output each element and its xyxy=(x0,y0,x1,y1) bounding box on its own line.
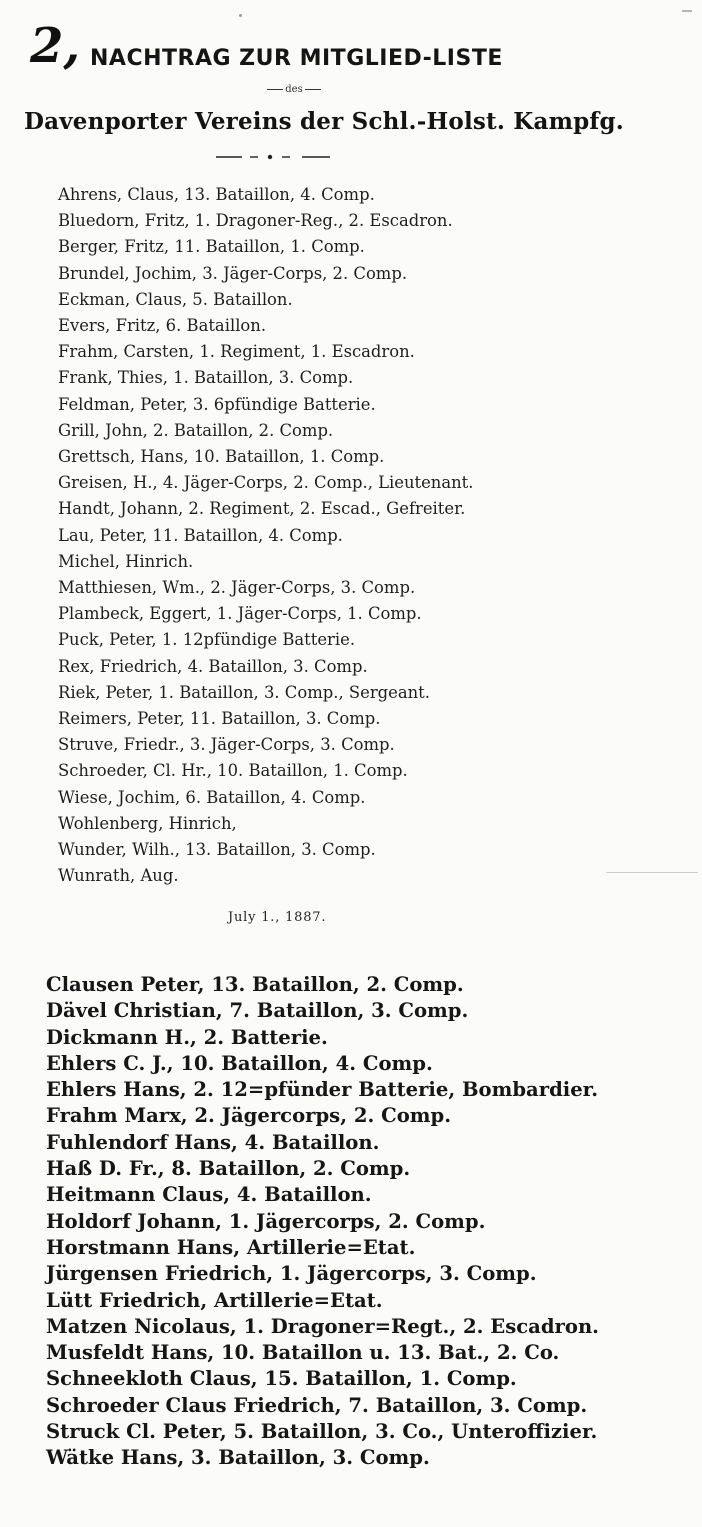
member-entry: Wunrath, Aug. xyxy=(58,866,179,886)
member-entry: Wiese, Jochim, 6. Bataillon, 4. Comp. xyxy=(58,787,366,807)
member-entry: Ehlers Hans, 2. 12=pfünder Batterie, Bombardier. xyxy=(46,1078,599,1102)
member-entry: Ehlers C. J., 10. Bataillon, 4. Comp. xyxy=(46,1051,433,1075)
member-entry: Frank, Thies, 1. Bataillon, 3. Comp. xyxy=(58,368,354,388)
member-list-second xyxy=(46,972,686,1472)
member-entry: Berger, Fritz, 11. Bataillon, 1. Comp. xyxy=(58,237,365,257)
member-entry: Schroeder Claus Friedrich, 7. Bataillon, 3. Comp. xyxy=(46,1393,588,1417)
handwritten-number: 2, xyxy=(30,18,81,74)
member-entry: Heitmann Claus, 4. Bataillon. xyxy=(46,1183,372,1207)
title-connector: des xyxy=(254,84,334,95)
member-entry: Schneekloth Claus, 15. Bataillon, 1. Comp. xyxy=(46,1367,517,1391)
member-entry: Frahm, Carsten, 1. Regiment, 1. Escadron. xyxy=(58,342,415,362)
member-entry: Riek, Peter, 1. Bataillon, 3. Comp., Sergeant. xyxy=(58,682,430,702)
member-entry: Horstmann Hans, Artillerie=Etat. xyxy=(46,1235,416,1259)
member-entry: Reimers, Peter, 11. Bataillon, 3. Comp. xyxy=(58,709,381,729)
member-entry: Holdorf Johann, 1. Jägercorps, 2. Comp. xyxy=(46,1209,486,1233)
ornament-divider xyxy=(214,146,332,166)
member-entry: Rex, Friedrich, 4. Bataillon, 3. Comp. xyxy=(58,656,368,676)
member-entry: Ahrens, Claus, 13. Bataillon, 4. Comp. xyxy=(58,185,375,204)
corner-mark xyxy=(682,10,692,12)
member-entry: Dävel Christian, 7. Bataillon, 3. Comp. xyxy=(46,999,469,1023)
member-list-first xyxy=(58,182,618,889)
member-entry: Eckman, Claus, 5. Bataillon. xyxy=(58,289,293,309)
member-entry: Brundel, Jochim, 3. Jäger-Corps, 2. Comp. xyxy=(58,263,408,283)
member-entry: Bluedorn, Fritz, 1. Dragoner-Reg., 2. Escadron. xyxy=(58,211,453,231)
member-entry: Greisen, H., 4. Jäger-Corps, 2. Comp., Lieutenant. xyxy=(58,473,474,493)
member-entry: Fuhlendorf Hans, 4. Bataillon. xyxy=(46,1130,380,1154)
member-entry: Lau, Peter, 11. Bataillon, 4. Comp. xyxy=(58,525,343,545)
member-entry: Struck Cl. Peter, 5. Bataillon, 3. Co., Unteroffizier. xyxy=(46,1420,598,1444)
society-name: Davenporter Vereins der Schl.-Holst. Kampfg. xyxy=(24,108,624,135)
member-entry: Matzen Nicolaus, 1. Dragoner=Regt., 2. Escadron. xyxy=(46,1314,600,1338)
member-entry: Michel, Hinrich. xyxy=(58,551,194,571)
member-entry: Wunder, Wilh., 13. Bataillon, 3. Comp. xyxy=(58,840,376,860)
member-entry: Haß D. Fr., 8. Bataillon, 2. Comp. xyxy=(46,1157,411,1181)
member-entry: Wätke Hans, 3. Bataillon, 3. Comp. xyxy=(46,1446,430,1470)
member-entry: Grill, John, 2. Bataillon, 2. Comp. xyxy=(58,420,334,440)
list-date: July 1., 1887. xyxy=(228,910,327,925)
member-entry: Wohlenberg, Hinrich, xyxy=(58,813,237,833)
member-entry: Dickmann H., 2. Batterie. xyxy=(46,1025,328,1049)
document-title: NACHTRAG ZUR MITGLIED-LISTE xyxy=(90,46,503,71)
member-entry: Handt, Johann, 2. Regiment, 2. Escad., Gefreiter. xyxy=(58,499,466,519)
member-entry: Musfeldt Hans, 10. Bataillon u. 13. Bat., 2. Co. xyxy=(46,1341,560,1365)
member-entry: Schroeder, Cl. Hr., 10. Bataillon, 1. Comp. xyxy=(58,761,408,781)
ink-speck xyxy=(239,14,242,17)
member-entry: Grettsch, Hans, 10. Bataillon, 1. Comp. xyxy=(58,447,385,467)
member-entry: Feldman, Peter, 3. 6pfündige Batterie. xyxy=(58,394,376,414)
member-entry: Struve, Friedr., 3. Jäger-Corps, 3. Comp. xyxy=(58,735,395,755)
faint-rule xyxy=(606,872,698,873)
member-entry: Evers, Fritz, 6. Bataillon. xyxy=(58,316,267,336)
member-entry: Matthiesen, Wm., 2. Jäger-Corps, 3. Comp. xyxy=(58,578,416,598)
member-entry: Jürgensen Friedrich, 1. Jägercorps, 3. Comp. xyxy=(46,1262,537,1286)
member-entry: Plambeck, Eggert, 1. Jäger-Corps, 1. Comp. xyxy=(58,604,422,624)
member-entry: Lütt Friedrich, Artillerie=Etat. xyxy=(46,1288,383,1312)
member-entry: Clausen Peter, 13. Bataillon, 2. Comp. xyxy=(46,973,464,996)
member-entry: Frahm Marx, 2. Jägercorps, 2. Comp. xyxy=(46,1104,452,1128)
member-entry: Puck, Peter, 1. 12pfündige Batterie. xyxy=(58,630,356,650)
